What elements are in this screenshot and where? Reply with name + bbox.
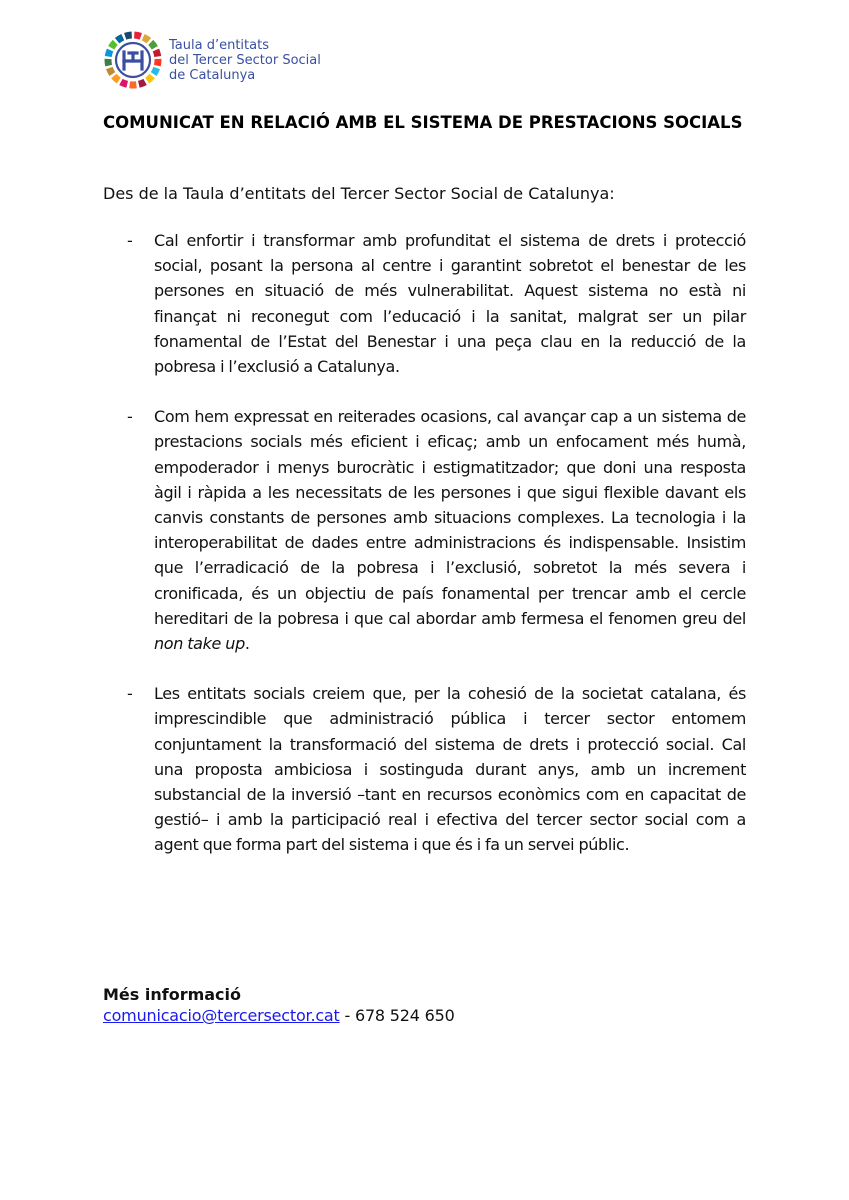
logo-ring-segment <box>156 50 158 56</box>
logo-ring-segment <box>134 35 141 36</box>
list-item <box>103 228 746 379</box>
organization-logo <box>103 30 321 90</box>
logo-ring-segment <box>109 68 112 74</box>
logo-ring-segment <box>139 82 145 84</box>
logo-ring-segment <box>151 42 155 47</box>
logo-ring-segment <box>111 42 115 47</box>
logo-line-2: del Tercer Sector Social <box>169 52 321 68</box>
email-link[interactable]: comunicacio@tercersector.cat <box>103 1006 340 1025</box>
logo-ring-segment <box>147 76 152 81</box>
organization-name <box>169 38 321 83</box>
logo-ring-segment <box>121 82 127 84</box>
bullet-text-main: Com hem expressat en reiterades ocasions, cal avançar cap a un sistema de prestacions socials més eficient i eficaç; amb un enfocament més humà, empoderador i menys burocràtic i estigmatitzador; que doni una resposta àgil i ràpida a les necessitats de les persones i que sigui flexible davant els canvis constants de persones amb situacions complexes. La tecnologia i la interoperabilitat de dades entre administracions és indispensable. Insistim que l’erradicació de la pobresa i l’exclusió, sobretot la més severa i cronificada, és un objectiu de país fonamental per trencar amb el cercle hereditari de la pobresa i que cal abordar amb fermesa el fenomen greu del <box>154 407 746 628</box>
bullet-text <box>154 404 746 656</box>
logo-ring-segment <box>143 37 149 41</box>
bullet-text: Les entitats socials creiem que, per la cohesió de la societat catalana, és imprescindible que administració pública i tercer sector entomem conjuntament la transformació del sistema de drets i protecció social. Cal una proposta ambiciosa i sostinguda durant anys, amb un increment substancial de la inversió –tant en recursos econòmics com en capacitat de gestió– i amb la participació real i efectiva del tercer sector social com a agent que forma part del sistema i que és i fa un servei públic. <box>154 684 746 855</box>
list-item <box>103 404 746 656</box>
statement-list <box>103 228 746 883</box>
phone-number: 678 524 650 <box>354 1006 455 1025</box>
logo-line-3: de Catalunya <box>169 67 256 83</box>
bullet-text-emphasis: non take up <box>154 634 245 654</box>
bullet-dash: - <box>127 231 133 250</box>
intro-paragraph: Des de la Taula d’entitats del Tercer Sector Social de Catalunya: <box>103 184 615 203</box>
contact-line <box>103 1005 455 1027</box>
more-info-heading: Més informació <box>103 985 242 1004</box>
logo-ring-segment <box>108 59 109 66</box>
document-title: COMUNICAT EN RELACIÓ AMB EL SISTEMA DE PRESTACIONS SOCIALS <box>103 113 743 132</box>
list-item <box>103 681 746 857</box>
logo-ring-segment <box>125 35 132 36</box>
logo-ring-segment <box>157 59 158 66</box>
logo-ring-segment <box>117 37 123 41</box>
contact-separator: - <box>339 1006 355 1025</box>
logo-ring-segment <box>108 50 110 56</box>
bullet-dash: - <box>127 407 133 427</box>
logo-ring-segment <box>114 76 119 81</box>
tts-logo-icon <box>103 30 163 90</box>
bullet-dash: - <box>127 684 133 704</box>
bullet-text: Cal enfortir i transformar amb profunditat el sistema de drets i protecció social, posant la persona al centre i garantint sobretot el benestar de les persones en situació de més vulnerabilitat. Aquest sistema no està ni finançat ni reconegut com l’educació i la sanitat, malgrat ser un pilar fonamental de l’Estat del Benestar i una peça clau en la reducció de la pobresa i l’exclusió a Catalunya. <box>154 231 746 377</box>
logo-line-1: Taula d’entitats <box>169 37 269 53</box>
bullet-text-tail: . <box>244 634 250 654</box>
logo-ring-segment <box>154 68 157 74</box>
